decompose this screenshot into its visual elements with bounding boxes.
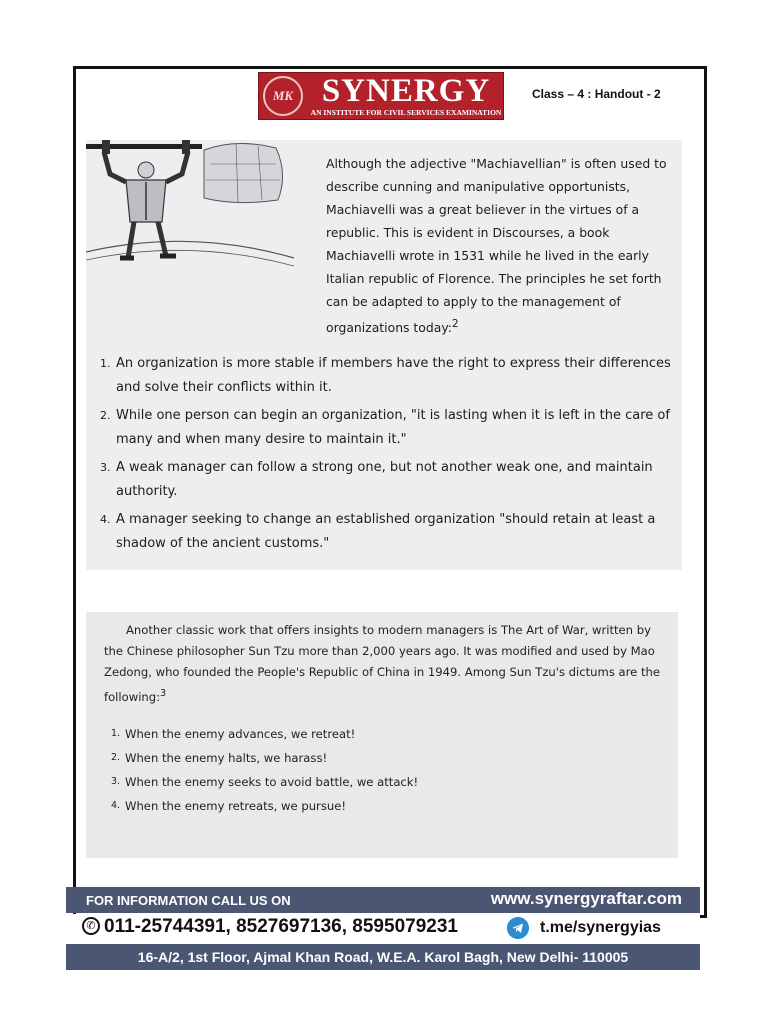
machiavelli-paragraph: Although the adjective "Machiavellian" is often used to describe cunning and manipulative opportunists, Machiavelli was a great believer in the virtues of a republic. This is evident in Discourses, a book Machiavelli wrote in 1531 while he lived in the early Italian republic of Florence. The principles he set forth can be adapted to apply to the management of organizations today:$^2$ (326, 156, 667, 336)
address-text: 16-A/2, 1st Floor, Ajmal Khan Road, W.E.A. Karol Bagh, New Delhi- 110005 (137, 949, 629, 965)
website-link[interactable]: www.synergyraftar.com (490, 889, 682, 908)
info-label: FOR INFORMATION CALL US ON (86, 893, 291, 908)
phone-numbers: 011-25744391, 8527697136, 8595079231 (104, 916, 458, 937)
contact-row (66, 914, 700, 944)
synergy-logo (258, 72, 504, 120)
address-bar (66, 944, 700, 970)
sun-tzu-dictums-list (111, 722, 418, 818)
list-item: 1. An organization is more stable if members have the right to express their differences and solve their conflicts within it. (100, 356, 671, 395)
logo-name: SYNERGY (321, 73, 491, 109)
list-item: 2. When the enemy halts, we harass! (111, 751, 328, 765)
logo-tagline: AN INSTITUTE FOR CIVIL SERVICES EXAMINATION (310, 108, 502, 117)
weightlifter-globe-illustration (86, 140, 294, 270)
footnote-marker: 2 (451, 318, 459, 330)
sun-tzu-paragraph: Another classic work that offers insights to modern managers is The Art of War, written by the Chinese philosopher Sun Tzu more than 2,000 years ago. It was modified and used by Mao Zedong, who founded the People's Republic of China in 1949. Among Sun Tzu's dictums are the following:$^3$ (104, 623, 661, 704)
list-item: 3. A weak manager can follow a strong one, but not another weak one, and maintain authority. (100, 460, 653, 499)
list-item: 2. While one person can begin an organization, "it is lasting when it is left in the care of many and when many desire to maintain it." (100, 408, 670, 447)
telegram-icon (507, 917, 529, 939)
telegram-link[interactable]: t.me/synergyias (540, 919, 661, 936)
list-item: 4. A manager seeking to change an established organization "should retain at least a shadow of the ancient customs." (100, 512, 656, 551)
info-bar (66, 887, 700, 913)
phone-icon: ✆ (82, 917, 100, 935)
list-item: 1. When the enemy advances, we retreat! (111, 727, 356, 741)
machiavelli-principles-list (100, 352, 680, 560)
list-item: 4. When the enemy retreats, we pursue! (111, 799, 346, 813)
seal-icon: MK (263, 76, 303, 116)
class-handout-label: Class – 4 : Handout - 2 (532, 87, 661, 101)
list-item: 3. When the enemy seeks to avoid battle, we attack! (111, 775, 419, 789)
footnote-marker: 3 (160, 688, 167, 699)
